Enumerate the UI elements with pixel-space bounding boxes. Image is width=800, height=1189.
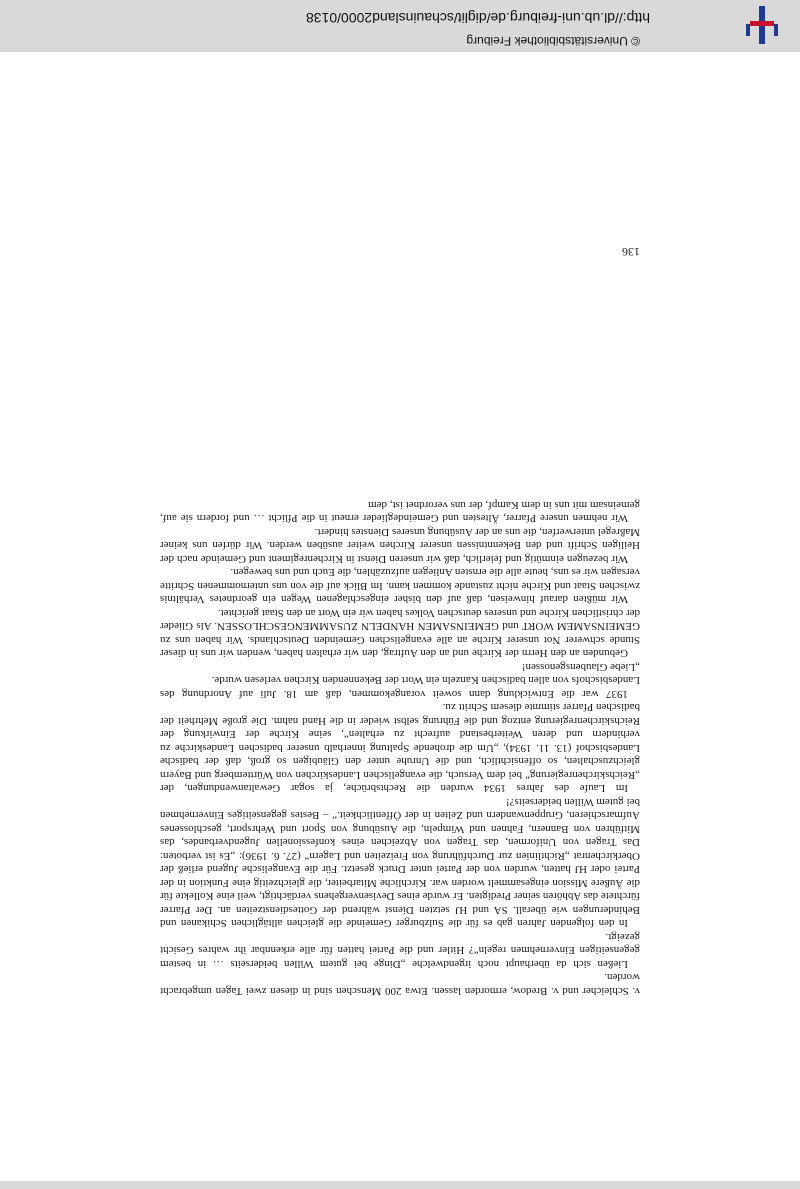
paragraph: Im Laufe des Jahres 1934 wurden die Rechtsbrüche, ja sogar Gewaltanwendungen, der „Reichskirchenregierung“ bei dem Versuch, die evangelischen Landeskirchen von Württemberg und Bayern gleichzuschalten, so offensichtlich, und die Unruhe unter den Gläubigen so groß, daß der badische Landesbischof (13. 11. 1934), „Um die drohende Spaltung innerhalb unserer badischen Landeskirche zu verhindern und deren Weiterbestand aufrecht zu erhalten“, seine Kirche der Einwirkung der Reichskirchenregierung entzog und die Führung selbst wieder in die Hand nahm. Die große Mehrheit der badischen Pfarrer stimmte diesem Schritt zu.: [160, 701, 640, 795]
paragraph: Ließen sich da überhaupt noch irgendwelche „Dinge bei gutem Willen beiderseits … in bestem gegenseitigen Einvernehmen regeln“? Hitler und die Partei hatten für alle erkennbar ihr wahres Gesicht gezeigt.: [160, 931, 640, 970]
page-number: 136: [622, 245, 640, 259]
paragraph: Wir bezeugen einmütig und feierlich, daß wir unseren Dienst in Kirchenregiment und Gemeinde nach der Heiligen Schrift und den Bekenntnissen unserer Kirchen weiter ausüben werden. Wir dürfen uns keiner Maßregel unterwerfen, die uns an der Ausübung unseres Dienstes hindert.: [160, 526, 640, 565]
document-page: [160, 498, 640, 998]
paragraph: Wir nehmen unsere Pfarrer, Ältesten und Gemeindeglieder erneut in die Pflicht … und fordern sie auf, gemeinsam mit uns in dem Kampf, der uns verordnet ist, dem: [160, 499, 640, 525]
paragraph: Gebunden an den Herrn der Kirche und an den Auftrag, den wir erhalten haben, wenden wir uns in dieser Stunde schwerer Not unserer Kirche an alle evangelischen Gemeinden Deutschlands. Wir haben uns zu GEMEINSAMEM WORT und GEMEINSAMEN HANDELN ZUSAMMENGESCHLOSSEN. Als Glieder der christlichen Kirche und unseres deutschen Volkes haben wir ein Wort an den Staat gerichtet.: [160, 607, 640, 660]
document-url-link[interactable]: http://dl.ub.uni-freiburg.de/diglit/schauinsland2000/0138: [305, 10, 650, 26]
paragraph: v. Schleicher und v. Bredow, ermorden lassen. Etwa 200 Menschen sind in diesen zwei Tagen umgebracht worden.: [160, 971, 640, 997]
viewer-header: [0, 0, 800, 52]
paragraph: In den folgenden Jahren gab es für die Sulzburger Gemeinde die gleichen alltäglichen Schikanen und Behinderungen wie überall. SA und HJ setzten Dienst während der Gottesdienstzeiten an. Der Pfarrer fürchtete das Abhören seiner Predigten. Er wurde eines Devisenvergehens verdächtigt, weil eine Kollekte für die Äußere Mission eingesammelt worden war. Kirchliche Mitarbeiter, die gleichzeitig eine Funktion in der Partei oder HJ hatten, wurden von der Partei unter Druck gesetzt. Für die Evangelische Jugend erließ der Oberkirchenrat „Richtlinien zur Durchführung von Freizeiten und Lagern“ (27. 6. 1936): „Es ist verboten: Das Tragen von Uniformen, das Tragen von Abzeichen eines konfessionellen Jugendverbandes, das Mitführen von Bannern, Fahnen und Wimpeln, die Ausübung von Sport und Wehrsport, geschlossenes Aufmarschieren, Gruppenwandern und Zelten in der Öffentlichkeit.“ – Bestes gegenseitiges Einvernehmen bei gutem Willen beiderseits?!: [160, 796, 640, 930]
paragraph: 1937 war die Entwicklung dann soweit vorangekommen, daß am 18. Juli auf Anordnung des Landesbischofs von allen badischen Kanzeln ein Wort der Bekennenden Kirchen verlesen wurde.: [160, 674, 640, 700]
paragraph: Wir müßten darauf hinweisen, daß auf den bisher eingeschlagenen Wegen ein geordnetes Verhältnis zwischen Staat und Kirche nicht zustande kommen kann. Im Blick auf die von uns unternommenen Schritte versagen wir es uns, heute alle die ernsten Anliegen aufzuzählen, die Euch und uns bewegen.: [160, 566, 640, 606]
paragraph: „Liebe Glaubensgenossen!: [521, 661, 640, 673]
university-logo-icon: [738, 6, 786, 44]
copyright-notice: © Universitätsbibliothek Freiburg: [466, 34, 640, 48]
footer-strip: [0, 1181, 800, 1189]
